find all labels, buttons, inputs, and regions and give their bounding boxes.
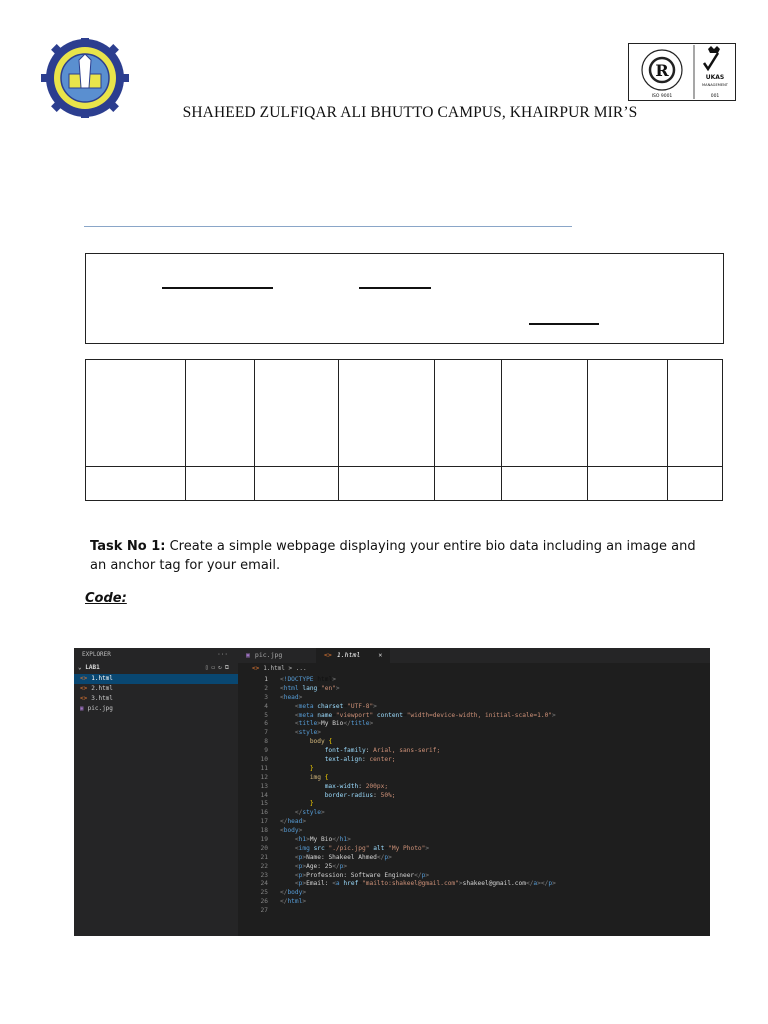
code-line: [238, 747, 710, 756]
table-cell: [86, 360, 186, 467]
code-line: [238, 676, 710, 685]
code-line: [238, 800, 710, 809]
code-text: </style>: [294, 809, 325, 817]
line-number: 7: [264, 729, 268, 737]
new-file-icon[interactable]: ▯: [204, 664, 212, 671]
code-line: [238, 774, 710, 783]
code-text: <p>Name: Shakeel Ahmed</p>: [294, 853, 392, 861]
table-cell: [502, 467, 588, 501]
line-number: 18: [260, 827, 268, 835]
date-blank-line: [529, 323, 599, 325]
explorer-header: [74, 648, 238, 662]
explorer-toolbar: [205, 662, 232, 674]
iso-ukas-certification-logo: [628, 43, 736, 101]
line-number: 11: [260, 764, 268, 772]
task-description: [90, 537, 710, 575]
line-number: 26: [260, 898, 268, 906]
code-line: [238, 907, 710, 916]
image-file-icon: ▣: [246, 651, 250, 659]
editor-main: [238, 648, 710, 936]
tab-pic-jpg[interactable]: [238, 648, 290, 663]
campus-name: SHAHEED ZULFIQAR ALI BHUTTO CAMPUS, KHAIRPUR MIR’S: [182, 104, 638, 121]
ukas-sub-label: MANAGEMENT: [702, 83, 728, 87]
code-text: <h1>My Bio</h1>: [294, 836, 351, 844]
explorer-panel: [74, 648, 238, 936]
line-number: 24: [260, 880, 268, 888]
file-name: pic.jpg: [87, 705, 113, 712]
table-cell: [86, 467, 186, 501]
chevron-down-icon: ⌄: [78, 664, 86, 671]
line-number: 1: [264, 676, 268, 683]
code-text: <img src="./pic.jpg" alt="My Photo">: [294, 844, 430, 852]
line-number: 21: [260, 853, 268, 861]
image-file-icon: ▣: [80, 705, 84, 712]
table-cell: [588, 360, 668, 467]
code-line: [238, 720, 710, 729]
table-cell: [255, 360, 339, 467]
task-label: Task No 1:: [90, 539, 166, 554]
table-cell: [435, 467, 502, 501]
close-icon[interactable]: ✕: [378, 651, 383, 659]
html-file-icon: <>: [80, 695, 88, 702]
explorer-title: EXPLORER: [82, 651, 111, 658]
code-text: <meta name="viewport" content="width=device-width, initial-scale=1.0">: [294, 711, 556, 719]
file-item-pic-jpg[interactable]: [74, 704, 238, 714]
html-file-icon: <>: [80, 685, 88, 692]
table-cell: [668, 467, 723, 501]
code-line: [238, 880, 710, 889]
line-number: 27: [260, 907, 268, 915]
table-row: [86, 467, 723, 501]
breadcrumb-text: 1.html > ...: [263, 665, 307, 672]
tab-bar: [238, 648, 710, 663]
folder-name: LAB1: [85, 664, 100, 671]
code-text: </head>: [280, 818, 307, 826]
file-item-2-html[interactable]: [74, 684, 238, 694]
code-line: [238, 703, 710, 712]
name-blank-line: [162, 287, 273, 289]
table-row: [86, 360, 723, 467]
code-heading: Code:: [85, 591, 127, 606]
line-number: 9: [264, 747, 268, 755]
code-line: [238, 685, 710, 694]
code-text: <html lang="en">: [280, 684, 340, 692]
cert-number: 001: [710, 94, 720, 99]
line-number: 23: [260, 871, 268, 879]
file-name: 1.html: [91, 675, 113, 682]
tab-label: pic.jpg: [254, 651, 283, 659]
code-line: [238, 809, 710, 818]
table-cell: [186, 360, 255, 467]
line-number: 20: [260, 844, 268, 852]
code-text: text-align: center;: [324, 756, 396, 764]
line-number: 15: [260, 800, 268, 808]
line-number: 22: [260, 862, 268, 870]
line-number: 12: [260, 773, 268, 781]
line-number: 13: [260, 782, 268, 790]
line-number: 17: [260, 818, 268, 826]
code-text: <body>: [280, 827, 303, 835]
code-line: [238, 756, 710, 765]
code-line: [238, 863, 710, 872]
code-text: }: [309, 800, 314, 808]
code-text: <!DOCTYPE html>: [280, 676, 336, 683]
code-text: img {: [309, 773, 329, 781]
table-cell: [668, 360, 723, 467]
code-line: [238, 765, 710, 774]
table-cell: [186, 467, 255, 501]
student-info-box: [85, 253, 724, 344]
task-text: Create a simple webpage displaying your entire bio data including an image and an anchor tag for your email.: [90, 539, 696, 573]
folder-row[interactable]: [74, 662, 238, 674]
table-cell: [339, 467, 435, 501]
header-divider: [84, 226, 572, 227]
code-line: [238, 898, 710, 907]
html-file-icon: <>: [324, 651, 332, 659]
code-text: }: [309, 764, 314, 772]
code-line: [238, 729, 710, 738]
line-number: 4: [264, 702, 268, 710]
r-mark: R: [655, 61, 669, 80]
code-editor-screenshot: [74, 648, 710, 936]
code-text: <meta charset="UTF-8">: [294, 702, 377, 710]
code-text: max-width: 200px;: [324, 782, 389, 790]
table-cell: [502, 360, 588, 467]
refresh-icon[interactable]: ↻: [218, 664, 225, 671]
tab-label: 1.html: [336, 651, 361, 659]
code-line: [238, 889, 710, 898]
html-file-icon: <>: [80, 675, 88, 682]
code-line: [238, 738, 710, 747]
file-item-1-html[interactable]: [74, 674, 238, 684]
line-number: 10: [260, 756, 268, 764]
file-item-3-html[interactable]: [74, 694, 238, 704]
table-cell: [339, 360, 435, 467]
iso-label: ISO 9001: [651, 94, 673, 99]
table-cell: [255, 467, 339, 501]
file-name: 2.html: [91, 685, 113, 692]
collapse-icon[interactable]: ⧉: [224, 664, 232, 671]
code-line: [238, 783, 710, 792]
grading-table: [85, 359, 723, 501]
line-number: 3: [264, 693, 268, 701]
line-number: 16: [260, 809, 268, 817]
new-folder-icon[interactable]: ▭: [211, 664, 219, 671]
roll-no-blank-line: [359, 287, 431, 289]
code-line: [238, 818, 710, 827]
line-number: 19: [260, 836, 268, 844]
code-line: [238, 872, 710, 881]
tab-1-html[interactable]: [316, 648, 390, 663]
code-line: [238, 845, 710, 854]
line-number: 8: [264, 738, 268, 746]
breadcrumb[interactable]: [238, 663, 710, 674]
line-number: 25: [260, 889, 268, 897]
more-actions-icon[interactable]: ···: [217, 651, 228, 658]
code-line: [238, 836, 710, 845]
code-text: <p>Profession: Software Engineer</p>: [294, 871, 430, 879]
code-line: [238, 792, 710, 801]
code-line: [238, 694, 710, 703]
line-number: 2: [264, 684, 268, 692]
code-text: border-radius: 50%;: [324, 791, 396, 799]
code-text: <head>: [280, 693, 303, 701]
code-text: font-family: Arial, sans-serif;: [324, 747, 441, 755]
code-text: <p>Age: 25</p>: [294, 862, 348, 870]
code-text: <style>: [294, 729, 322, 737]
code-line: [238, 854, 710, 863]
code-text: </html>: [280, 898, 307, 906]
code-text: <p>Email: <a href="mailto:shakeel@gmail.com">shakeel@gmail.com</a></p>: [294, 880, 556, 888]
ukas-label: UKAS: [705, 74, 725, 81]
table-cell: [588, 467, 668, 501]
line-number: 6: [264, 720, 268, 728]
html-file-icon: <>: [252, 665, 260, 672]
file-name: 3.html: [91, 695, 113, 702]
table-cell: [435, 360, 502, 467]
code-text: </body>: [280, 889, 307, 897]
line-number: 5: [264, 711, 268, 719]
code-line: [238, 827, 710, 836]
line-number: 14: [260, 791, 268, 799]
code-line: [238, 712, 710, 721]
code-text: body {: [309, 738, 333, 746]
code-text: <title>My Bio</title>: [294, 720, 374, 728]
code-area[interactable]: [238, 676, 710, 916]
